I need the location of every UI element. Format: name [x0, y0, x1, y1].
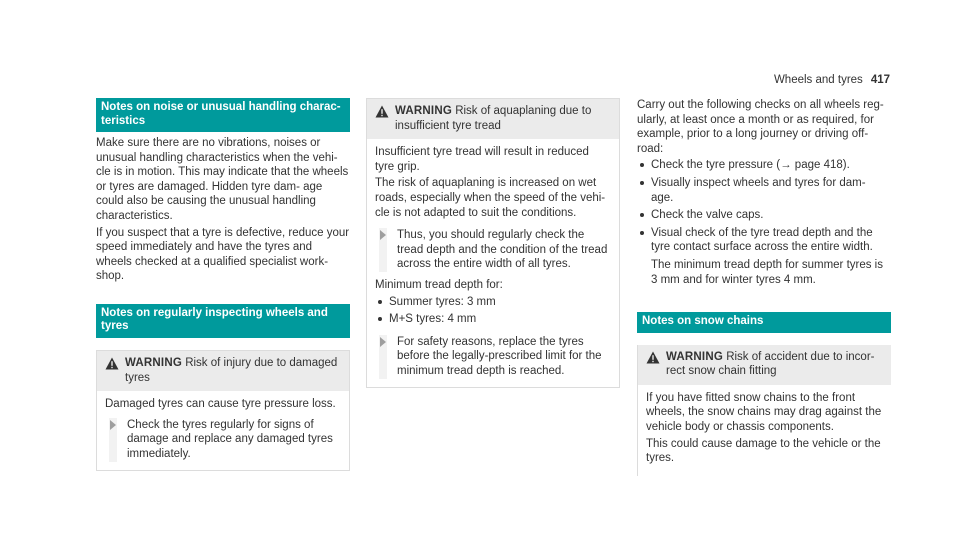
warning-message: Risk of injury due to damaged tyres [125, 356, 338, 384]
action-text: For safety reasons, replace the tyres before the legally-prescribed limit for the minimum tread depth is reached. [397, 335, 602, 377]
warning-label: WARNING [395, 105, 452, 117]
list-item: Visual check of the tyre tread depth and the tyre contact surface across the entire width. [637, 226, 891, 255]
action-arrow-icon [110, 420, 116, 430]
warning-triangle-icon [105, 356, 125, 385]
warning-label: WARNING [666, 350, 723, 363]
warning-header [638, 345, 891, 385]
warning-triangle-icon [375, 104, 395, 133]
warning-body-text-1: Insufficient tyre tread will result in reduced tyre grip. [375, 146, 589, 173]
snow-chains-section-title: Notes on snow chains [637, 312, 891, 333]
checks-intro: Carry out the following checks on all wheels reg- ularly, at least once a month or as required, for example, prior to a long journey or driving off- road: [637, 99, 884, 155]
inspect-section-title: Notes on regularly inspecting wheels and tyres [96, 304, 350, 338]
warning-body [367, 139, 619, 386]
running-header [774, 73, 890, 88]
list-item: Check the tyre pressure (→ page 418). [637, 158, 891, 173]
warning-box-snow-chains [637, 345, 891, 476]
tread-depth-list [375, 295, 611, 327]
action-text: Thus, you should regularly check the tread depth and the condition of the tread across the entire width of all tyres. [397, 229, 608, 271]
warning-box-aquaplaning [366, 98, 620, 388]
noise-paragraph-2: If you suspect that a tyre is defective, reduce your speed immediately and have the tyres and wheels checked at a qualified specialist work- shop. [96, 226, 350, 283]
action-bar [109, 418, 117, 462]
warning-text [395, 104, 611, 133]
warning-text [666, 350, 883, 379]
column-middle [366, 98, 620, 388]
noise-section-title: Notes on noise or unusual handling charac- teristics [96, 98, 350, 132]
column-left [96, 98, 350, 471]
action-step [375, 335, 611, 379]
list-item: Visually inspect wheels and tyres for dam- age. [637, 176, 891, 205]
list-item: M+S tyres: 4 mm [375, 312, 611, 327]
warning-box-damaged-tyres [96, 350, 350, 471]
warning-body-text-2: The risk of aquaplaning is increased on wet roads, especially when the speed of the vehi- cle is not adapted to suit the conditions. [375, 177, 606, 219]
action-bar [379, 335, 387, 379]
min-tread-label: Minimum tread depth for: [375, 278, 503, 291]
section-name: Wheels and tyres [773, 74, 863, 86]
warning-body-text-1: If you have fitted snow chains to the front wheels, the snow chains may drag against the vehicle body or chassis components. [646, 391, 882, 433]
warning-body [97, 391, 349, 469]
warning-body [638, 385, 891, 476]
warning-text [125, 356, 341, 385]
warning-body-text-2: This could cause damage to the vehicle or the tyres. [646, 437, 881, 465]
action-bar [379, 228, 387, 272]
warning-body-text: Damaged tyres can cause tyre pressure loss. [105, 398, 336, 411]
warning-header [367, 99, 619, 139]
action-text: Check the tyres regularly for signs of damage and replace any damaged tyres immediately. [127, 418, 333, 460]
warning-triangle-icon [646, 350, 666, 379]
action-step [105, 418, 341, 462]
column-right [637, 98, 891, 476]
list-item: Check the valve caps. [637, 208, 891, 223]
page-number: 417 [870, 74, 890, 86]
warning-message: Risk of accident due to incor- rect snow chain fitting [666, 350, 875, 378]
checks-list [637, 158, 891, 255]
action-step [375, 228, 611, 272]
warning-message: Risk of aquaplaning due to insufficient tyre tread [395, 105, 592, 132]
warning-header [97, 351, 349, 391]
list-item: Summer tyres: 3 mm [375, 295, 611, 310]
noise-paragraph-1: Make sure there are no vibrations, noises or unusual handling characteristics when the vehi- cle is in motion. This may indicate that the wheels or tyres are damaged. Hidden tyre dam- age could also be causing the unusual handling characteristics. [96, 137, 349, 222]
warning-label: WARNING [125, 356, 182, 369]
check-note: The minimum tread depth for summer tyres is 3 mm and for winter tyres 4 mm. [651, 258, 883, 286]
action-arrow-icon [380, 337, 386, 347]
action-arrow-icon [380, 230, 386, 240]
